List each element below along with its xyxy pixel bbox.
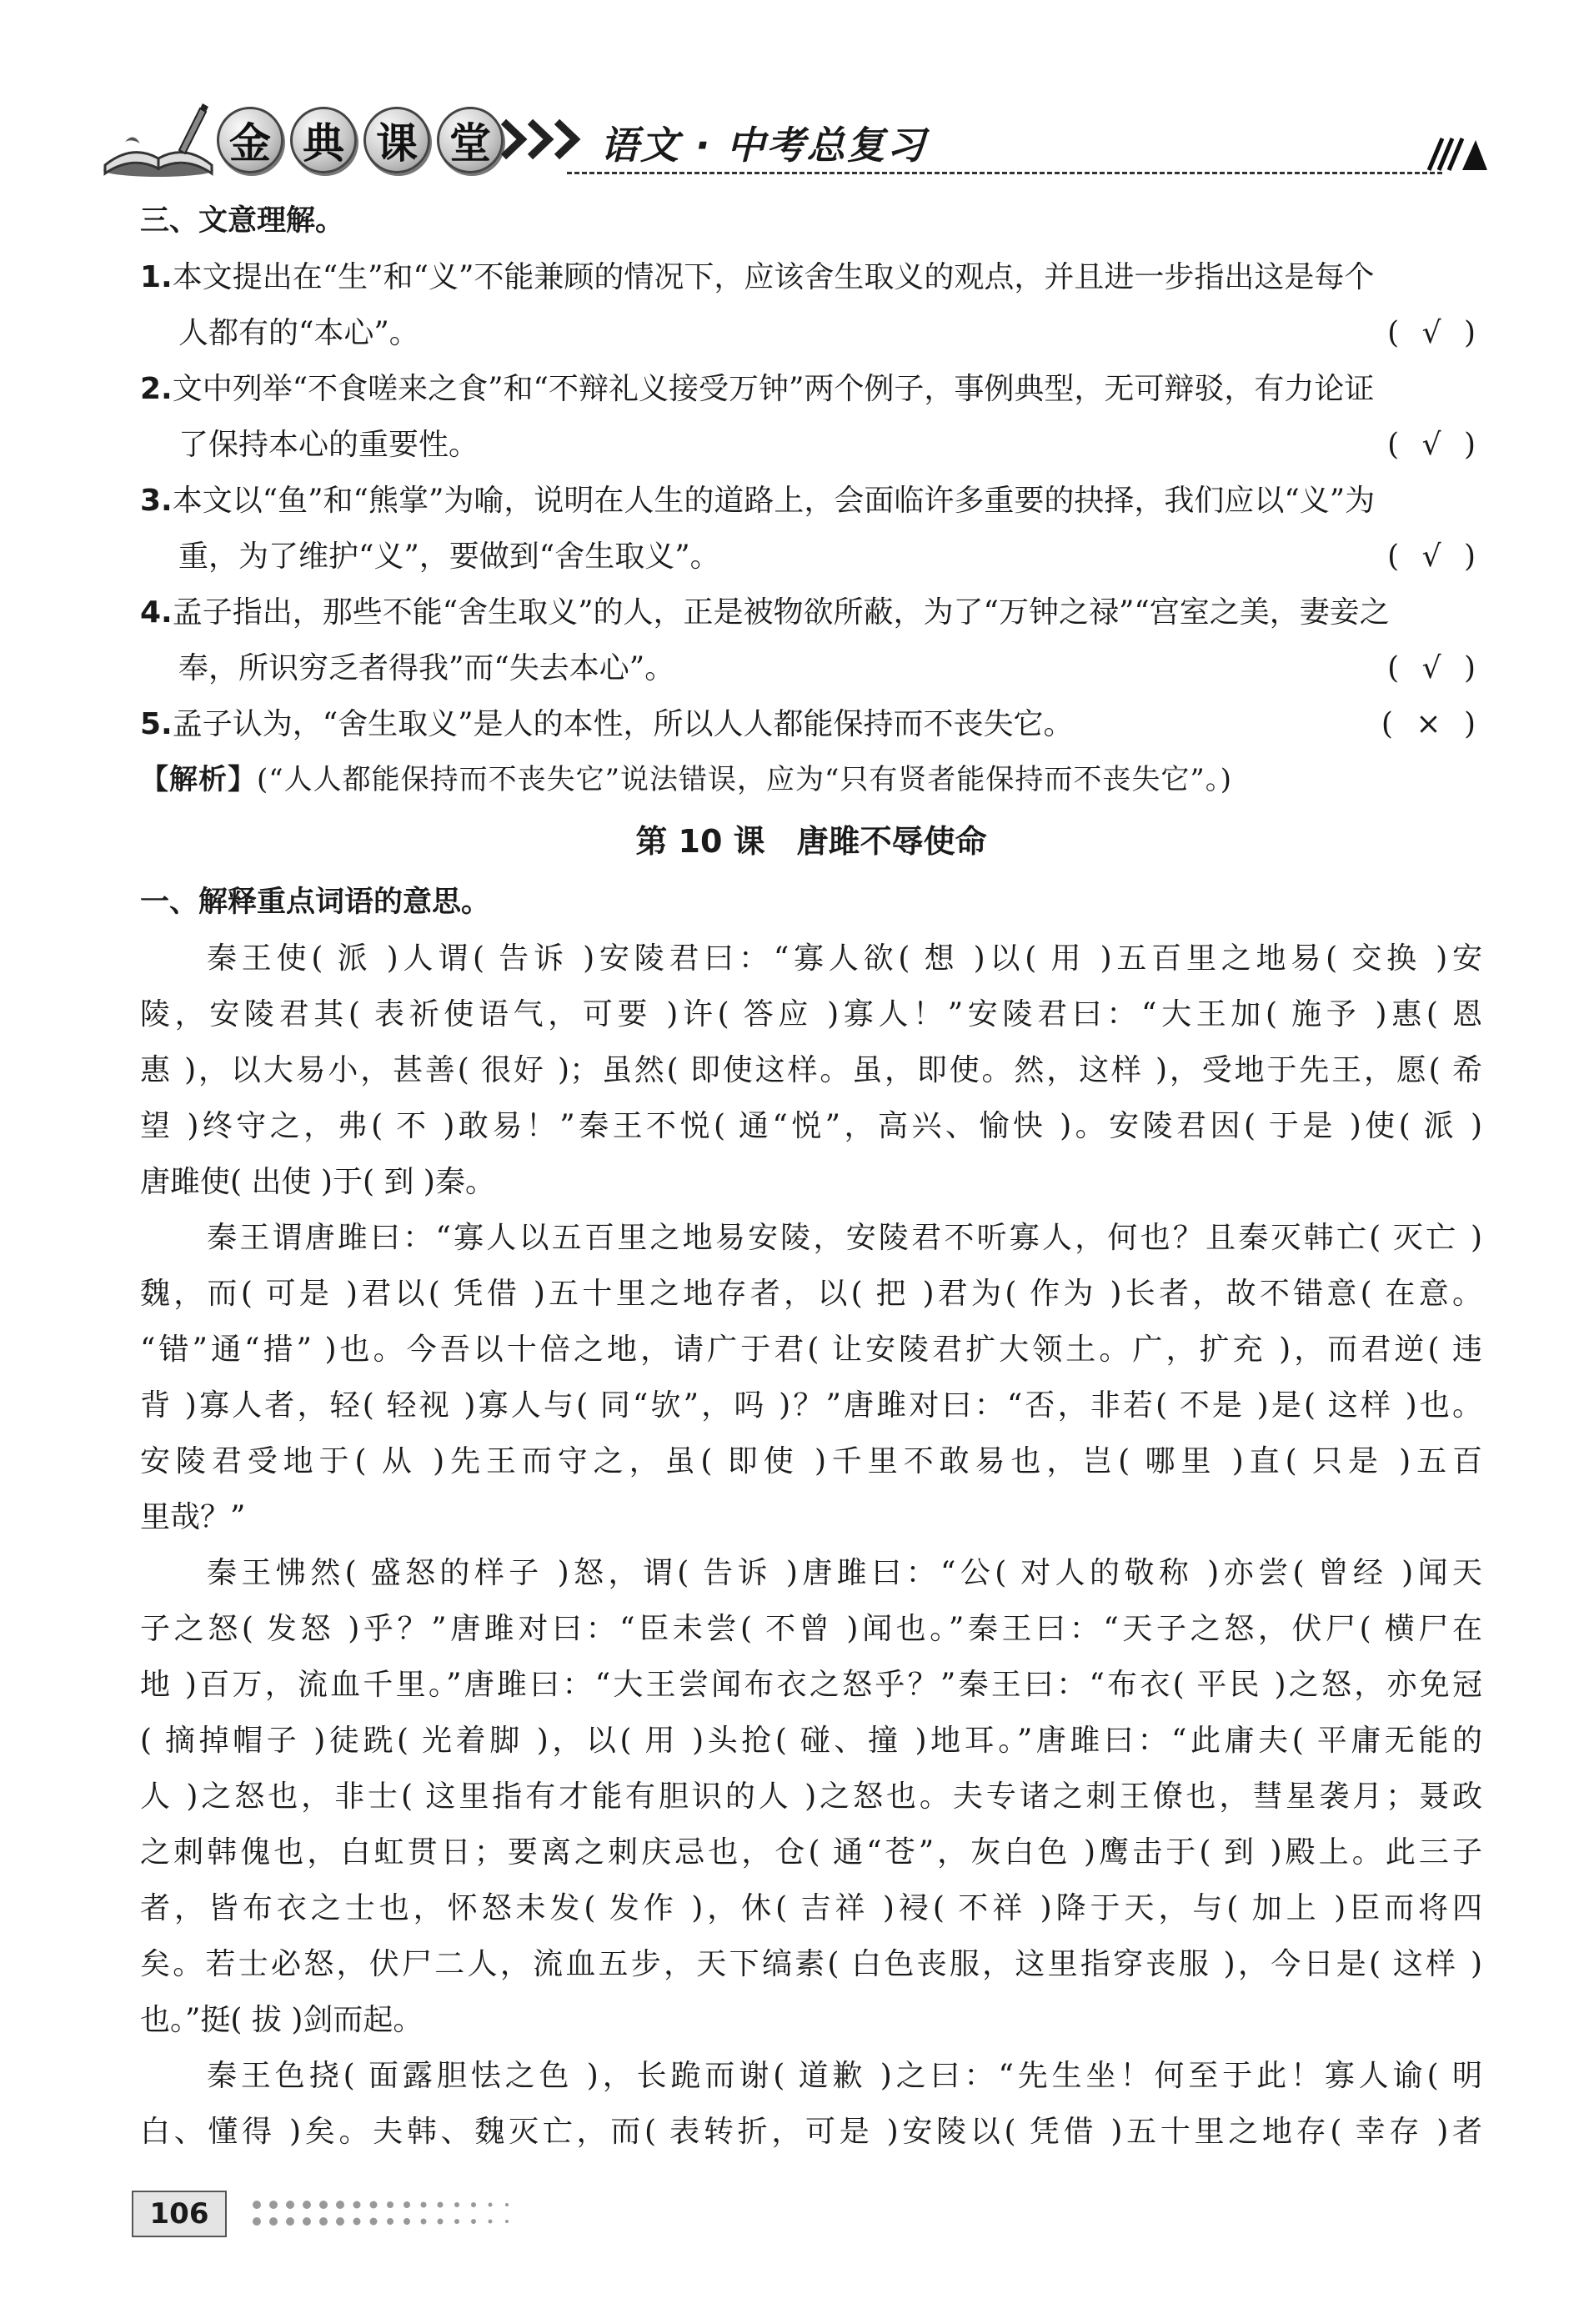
question-text: 重，为了维护“义”，要做到“舍生取义”。 <box>178 540 720 574</box>
question-text: 本文提出在“生”和“义”不能兼顾的情况下，应该舍生取义的观点，并且进一步指出这是每个 <box>172 260 1375 294</box>
question-number: 5. <box>140 707 173 741</box>
brand-char: 金 <box>217 107 283 173</box>
question-number: 2. <box>140 372 173 406</box>
passage-line: 背 )寡人者，轻( 轻视 )寡人与( 同“欤”，吗 )？”唐雎对曰：“否，非若( 不是 )是( 这样 )也。 <box>140 1388 1482 1423</box>
brand-char: 典 <box>290 107 357 173</box>
passage-line: 之刺韩傀也，白虹贯日；要离之刺庆忌也，仓( 通“苍”，灰白色 )鹰击于( 到 )殿上。此三子 <box>140 1835 1482 1870</box>
passage-line: ( 摘掉帽子 )徒跣( 光着脚 )，以( 用 )头抢( 碰、撞 )地耳。”唐雎曰：“此庸夫( 平庸无能的 <box>140 1724 1482 1758</box>
question-text: 本文以“鱼”和“熊掌”为喻，说明在人生的道路上，会面临许多重要的抉择，我们应以“义”为 <box>172 484 1376 518</box>
passage-line: 秦王怫然( 盛怒的样子 )怒，谓( 告诉 )唐雎曰：“公( 对人的敬称 )亦尝( 曾经 )闻天 <box>207 1556 1482 1590</box>
brand-char: 课 <box>363 107 430 173</box>
answer-mark: ( √ ) <box>1387 540 1482 574</box>
page-header <box>100 100 1484 180</box>
question-text: 孟子指出，那些不能“舍生取义”的人，正是被物欲所蔽，为了“万钟之禄”“宫室之美，妻妾之 <box>172 595 1390 630</box>
question-line <box>140 529 1482 585</box>
answer-mark: ( √ ) <box>1387 651 1482 685</box>
question-line <box>140 249 1482 305</box>
passage-line: 地 )百万，流血千里。”唐雎曰：“大王尝闻布衣之怒乎？”秦王曰：“布衣( 平民 )之怒，亦免冠 <box>140 1668 1482 1702</box>
passage-line: 秦王色挠( 面露胆怯之色 )，长跪而谢( 道歉 )之曰：“先生坐！何至于此！寡人谕( 明 <box>207 2059 1482 2093</box>
section-heading: 一、解释重点词语的意思。 <box>140 886 491 919</box>
passage-line: 矣。若士必怒，伏尸二人，流血五步，天下缟素( 白色丧服，这里指穿丧服 )，今日是( 这样 ) <box>140 1947 1482 1981</box>
header-divider <box>567 172 1442 174</box>
question-text: 奉，所识穷乏者得我”而“失去本心”。 <box>178 651 675 685</box>
answer-mark: ( √ ) <box>1387 428 1482 462</box>
passage-line: 魏，而( 可是 )君以( 凭借 )五十里之地存者，以( 把 )君为( 作为 )长者，故不错意( 在意。 <box>140 1277 1482 1311</box>
question-line <box>140 473 1482 529</box>
passage-line: 人 )之怒也，非士( 这里指有才能有胆识的人 )之怒也。夫专诸之刺王僚也，彗星袭月；聂政 <box>140 1779 1482 1814</box>
chevrons-icon <box>500 118 592 160</box>
page-content <box>140 193 1482 2160</box>
question-line <box>140 361 1482 417</box>
open-book-icon <box>100 100 217 180</box>
passage-line: 陵，安陵君其( 表祈使语气，可要 )许( 答应 )寡人！”安陵君曰：“大王加( 施予 )惠( 恩 <box>140 997 1482 1031</box>
passage-line: 也。”挺( 拔 )剑而起。 <box>140 2003 424 2037</box>
passage-line: 子之怒( 发怒 )乎？”唐雎对曰：“臣未尝( 不曾 )闻也。”秦王曰：“天子之怒，伏尸( 横尸在 <box>140 1612 1482 1646</box>
passage-line: 白、懂得 )矣。夫韩、魏灭亡，而( 表转折，可是 )安陵以( 凭借 )五十里之地存( 幸存 )者 <box>140 2115 1482 2149</box>
analysis-line <box>140 752 1482 808</box>
section-heading: 三、文意理解。 <box>140 204 345 238</box>
slash-triangle-icon <box>1426 130 1488 172</box>
question-line <box>140 696 1482 752</box>
page-number: 106 <box>132 2191 227 2237</box>
answer-mark: ( √ ) <box>1387 316 1482 350</box>
passage-line: 里哉？” <box>140 1500 246 1534</box>
question-line <box>140 640 1482 696</box>
passage-line: 望 )终守之，弗( 不 )敢易！”秦王不悦( 通“悦”，高兴、愉快 )。安陵君因( 于是 )使( 派 ) <box>140 1109 1482 1143</box>
brand-char: 堂 <box>437 107 504 173</box>
question-line <box>140 417 1482 473</box>
passage-line: 惠 )，以大易小，甚善( 很好 )；虽然( 即使这样。虽，即使。然，这样 )，受地于先王，愿( 希 <box>140 1053 1482 1087</box>
passage-line: 秦王使( 派 )人谓( 告诉 )安陵君曰：“寡人欲( 想 )以( 用 )五百里之地易( 交换 )安 <box>207 941 1482 976</box>
answer-mark: ( × ) <box>1381 707 1482 741</box>
subject-title: 语文 · 中考总复习 <box>600 123 927 168</box>
question-number: 3. <box>140 484 173 518</box>
passage-line: “错”通“措” )也。今吾以十倍之地，请广于君( 让安陵君扩大领土。广，扩充 )，而君逆( 违 <box>140 1333 1482 1367</box>
passage-line: 安陵君受地于( 从 )先王而守之，虽( 即使 )千里不敢易也，岂( 哪里 )直( 只是 )五百 <box>140 1444 1482 1478</box>
passage-line: 唐雎使( 出使 )于( 到 )秦。 <box>140 1165 495 1199</box>
question-text: 文中列举“不食嗟来之食”和“不辩礼义接受万钟”两个例子，事例典型，无可辩驳，有力论证 <box>172 372 1375 406</box>
question-line <box>140 585 1482 640</box>
question-line <box>140 305 1482 361</box>
brand-title <box>217 107 504 173</box>
lesson-title: 第 10 课 唐雎不辱使命 <box>635 823 987 860</box>
analysis-text: (“人人都能保持而不丧失它”说法错误，应为“只有贤者能保持而不丧失它”。) <box>257 763 1233 796</box>
decorative-dots <box>250 2195 600 2231</box>
passage-line: 秦王谓唐雎曰：“寡人以五百里之地易安陵，安陵君不听寡人，何也？且秦灭韩亡( 灭亡 ) <box>207 1221 1482 1255</box>
passage-line: 者，皆布衣之士也，怀怒未发( 发作 )，休( 吉祥 )祲( 不祥 )降于天，与( 加上 )臣而将四 <box>140 1891 1482 1925</box>
question-number: 1. <box>140 260 173 294</box>
question-number: 4. <box>140 595 173 630</box>
analysis-tag: 【解析】 <box>140 763 257 796</box>
question-text: 了保持本心的重要性。 <box>178 428 479 462</box>
question-text: 孟子认为，“舍生取义”是人的本性，所以人人都能保持而不丧失它。 <box>172 707 1074 741</box>
question-text: 人都有的“本心”。 <box>178 316 419 350</box>
